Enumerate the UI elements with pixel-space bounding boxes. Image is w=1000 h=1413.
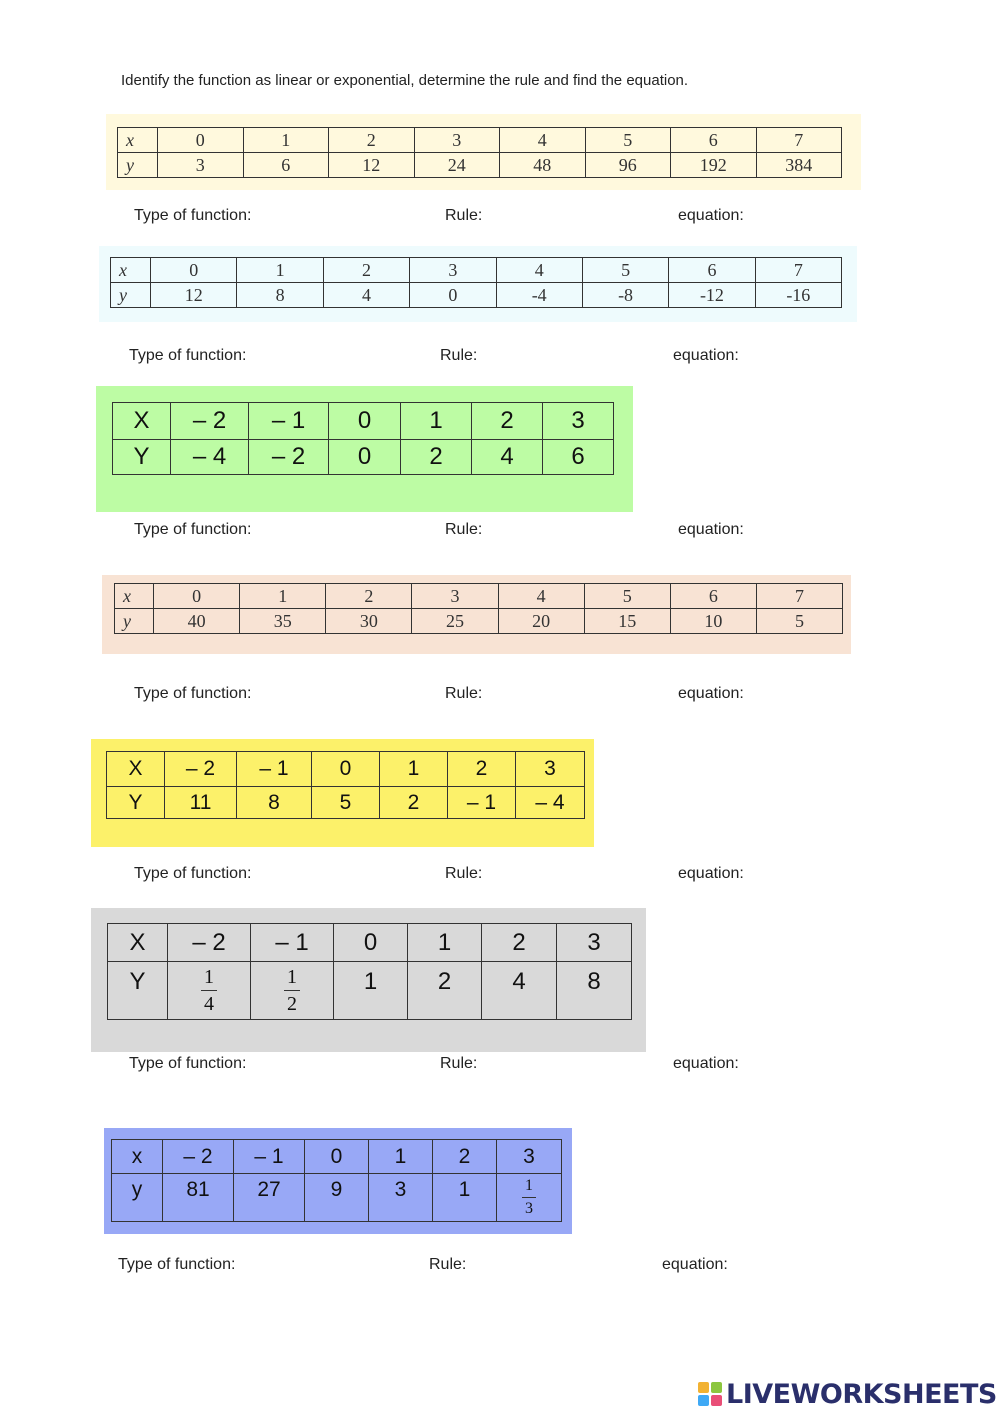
y-cell: 2	[408, 962, 482, 1020]
instructions: Identify the function as linear or exponential, determine the rule and find the equation.	[121, 72, 689, 89]
y-cell: 4	[323, 283, 409, 308]
denominator: 3	[525, 1200, 533, 1217]
x-cell: 7	[755, 258, 841, 283]
x-cell: 6	[669, 258, 755, 283]
x-cell: 1	[237, 258, 323, 283]
y-cell: 0	[410, 283, 496, 308]
x-cell: 6	[670, 584, 756, 609]
logo-square	[698, 1382, 709, 1393]
x-cell: 3	[516, 752, 585, 787]
y-label: y	[118, 153, 158, 178]
equation-label: equation:	[678, 685, 744, 702]
x-cell: 0	[158, 128, 244, 153]
function-table-6	[107, 923, 632, 1020]
x-cell: 3	[543, 403, 614, 440]
y-cell: – 1	[448, 787, 516, 819]
y-cell: 0	[329, 440, 401, 475]
x-row	[112, 1140, 562, 1174]
y-cell: 96	[585, 153, 671, 178]
equation-label: equation:	[678, 521, 744, 538]
x-label: x	[112, 1140, 163, 1174]
y-cell: 3	[369, 1174, 433, 1222]
y-cell: 48	[500, 153, 586, 178]
x-cell: 0	[334, 924, 408, 962]
y-cell: 24	[414, 153, 500, 178]
y-cell: 5	[756, 609, 842, 634]
rule-label: Rule:	[440, 1055, 478, 1072]
y-cell: 10	[670, 609, 756, 634]
x-cell: 1	[401, 403, 472, 440]
y-cell: 6	[543, 440, 614, 475]
x-row	[115, 584, 843, 609]
function-table-7	[111, 1139, 562, 1222]
x-row	[113, 403, 614, 440]
x-row	[118, 128, 842, 153]
x-cell: 5	[582, 258, 668, 283]
logo-square	[698, 1395, 709, 1406]
logo-icon	[698, 1382, 722, 1406]
y-cell: – 4	[516, 787, 585, 819]
function-table-3	[112, 402, 614, 475]
x-cell: 3	[412, 584, 498, 609]
x-cell: – 2	[163, 1140, 234, 1174]
x-cell: 1	[240, 584, 326, 609]
y-row	[108, 962, 632, 1020]
y-row	[118, 153, 842, 178]
y-cell: 20	[498, 609, 584, 634]
fraction	[284, 967, 300, 1014]
x-cell: 1	[408, 924, 482, 962]
x-cell: 4	[496, 258, 582, 283]
x-cell: 0	[329, 403, 401, 440]
equation-label: equation:	[662, 1256, 728, 1273]
y-cell: 4	[482, 962, 557, 1020]
rule-label: Rule:	[445, 865, 483, 882]
denominator: 2	[287, 993, 297, 1015]
y-cell: 35	[240, 609, 326, 634]
y-row	[107, 787, 585, 819]
function-table-2	[110, 257, 842, 308]
x-cell: 2	[448, 752, 516, 787]
x-cell: 5	[584, 584, 670, 609]
answer-labels-1	[134, 207, 1000, 227]
y-row	[113, 440, 614, 475]
y-label: y	[111, 283, 151, 308]
y-cell: 192	[671, 153, 757, 178]
x-cell: 3	[557, 924, 632, 962]
type-label: Type of function:	[134, 865, 252, 882]
y-cell: -4	[496, 283, 582, 308]
y-cell: 2	[380, 787, 448, 819]
denominator: 4	[204, 993, 214, 1015]
type-label: Type of function:	[129, 347, 247, 364]
numerator: 1	[201, 967, 217, 991]
y-row	[115, 609, 843, 634]
y-cell: -12	[669, 283, 755, 308]
type-label: Type of function:	[118, 1256, 236, 1273]
y-cell: 27	[234, 1174, 305, 1222]
x-label: X	[108, 924, 168, 962]
y-cell	[497, 1174, 562, 1222]
x-row	[108, 924, 632, 962]
y-cell: 6	[243, 153, 329, 178]
y-row	[111, 283, 842, 308]
x-label: x	[111, 258, 151, 283]
y-cell: 25	[412, 609, 498, 634]
y-cell	[168, 962, 251, 1020]
y-cell: 384	[756, 153, 842, 178]
y-cell: 8	[557, 962, 632, 1020]
x-cell: 1	[243, 128, 329, 153]
equation-label: equation:	[673, 1055, 739, 1072]
x-cell: 7	[756, 584, 842, 609]
y-cell: – 4	[171, 440, 249, 475]
answer-labels-6	[129, 1055, 1000, 1075]
y-cell: 15	[584, 609, 670, 634]
fraction	[201, 967, 217, 1014]
answer-labels-7	[118, 1256, 1000, 1276]
x-label: x	[115, 584, 154, 609]
logo-square	[711, 1395, 722, 1406]
x-cell: 3	[410, 258, 496, 283]
y-cell: 8	[237, 787, 312, 819]
x-cell: – 2	[165, 752, 237, 787]
y-cell: 30	[326, 609, 412, 634]
equation-label: equation:	[678, 865, 744, 882]
y-label: Y	[113, 440, 171, 475]
x-label: X	[107, 752, 165, 787]
x-cell: 7	[756, 128, 842, 153]
rule-label: Rule:	[445, 685, 483, 702]
y-cell: -8	[582, 283, 668, 308]
logo-text: LIVEWORKSHEETS	[726, 1378, 997, 1410]
liveworksheets-logo	[698, 1376, 997, 1412]
y-cell: 9	[305, 1174, 369, 1222]
y-cell: 12	[329, 153, 415, 178]
x-cell: – 1	[237, 752, 312, 787]
y-cell: 8	[237, 283, 323, 308]
y-cell: -16	[755, 283, 841, 308]
rule-label: Rule:	[445, 521, 483, 538]
x-cell: 2	[433, 1140, 497, 1174]
type-label: Type of function:	[134, 207, 252, 224]
x-cell: 4	[500, 128, 586, 153]
x-cell: – 2	[171, 403, 249, 440]
function-table-5	[106, 751, 585, 819]
equation-label: equation:	[678, 207, 744, 224]
y-cell: – 2	[249, 440, 329, 475]
numerator: 1	[284, 967, 300, 991]
x-row	[107, 752, 585, 787]
x-cell: 2	[326, 584, 412, 609]
y-cell: 3	[158, 153, 244, 178]
logo-square	[711, 1382, 722, 1393]
x-cell: 0	[151, 258, 237, 283]
x-row	[111, 258, 842, 283]
x-cell: 2	[482, 924, 557, 962]
answer-labels-3	[134, 521, 1000, 541]
type-label: Type of function:	[134, 521, 252, 538]
x-cell: 0	[154, 584, 240, 609]
y-cell: 5	[312, 787, 380, 819]
y-cell: 11	[165, 787, 237, 819]
x-cell: 6	[671, 128, 757, 153]
y-label: y	[115, 609, 154, 634]
y-label: y	[112, 1174, 163, 1222]
y-label: Y	[107, 787, 165, 819]
y-cell: 1	[433, 1174, 497, 1222]
x-cell: 2	[472, 403, 543, 440]
numerator: 1	[522, 1178, 536, 1198]
x-cell: – 2	[168, 924, 251, 962]
type-label: Type of function:	[129, 1055, 247, 1072]
x-label: x	[118, 128, 158, 153]
y-cell: 2	[401, 440, 472, 475]
x-cell: 2	[323, 258, 409, 283]
x-cell: – 1	[249, 403, 329, 440]
function-table-4	[114, 583, 843, 634]
x-label: X	[113, 403, 171, 440]
rule-label: Rule:	[445, 207, 483, 224]
x-cell: – 1	[234, 1140, 305, 1174]
x-cell: 0	[305, 1140, 369, 1174]
x-cell: 2	[329, 128, 415, 153]
y-row	[112, 1174, 562, 1222]
x-cell: 5	[585, 128, 671, 153]
equation-label: equation:	[673, 347, 739, 364]
type-label: Type of function:	[134, 685, 252, 702]
rule-label: Rule:	[440, 347, 478, 364]
y-cell: 81	[163, 1174, 234, 1222]
x-cell: 4	[498, 584, 584, 609]
function-table-1	[117, 127, 842, 178]
y-cell: 1	[334, 962, 408, 1020]
y-label: Y	[108, 962, 168, 1020]
x-cell: 0	[312, 752, 380, 787]
x-cell: – 1	[251, 924, 334, 962]
x-cell: 3	[414, 128, 500, 153]
x-cell: 3	[497, 1140, 562, 1174]
y-cell: 4	[472, 440, 543, 475]
answer-labels-4	[134, 685, 1000, 705]
answer-labels-2	[129, 347, 1000, 367]
rule-label: Rule:	[429, 1256, 467, 1273]
y-cell: 40	[154, 609, 240, 634]
answer-labels-5	[134, 865, 1000, 885]
x-cell: 1	[369, 1140, 433, 1174]
x-cell: 1	[380, 752, 448, 787]
y-cell	[251, 962, 334, 1020]
y-cell: 12	[151, 283, 237, 308]
fraction	[522, 1178, 536, 1217]
